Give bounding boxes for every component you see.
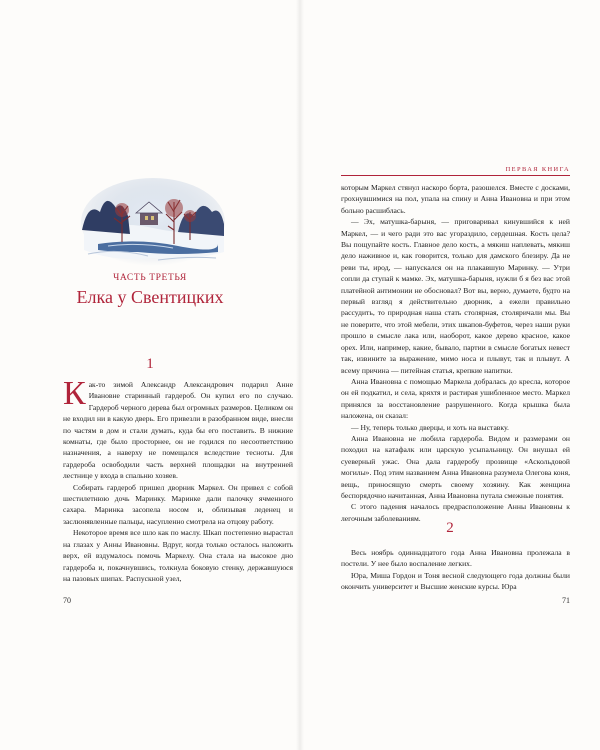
section-number-1: 1 xyxy=(146,356,154,372)
paragraph: Как-то зимой Александр Александрович подарил Анне Ивановне старинный гардероб. Он купил его по случаю. Гардероб черного дерева был огромных размеров. Целиком он не входил ни в какую дверь. Его привезли в разобранном виде, внесли по частям в дом и стали думать, куда бы его поставить. В нижние комнаты, где было просторнее, он не годился по несоответствию назначения, а наверху не помещался вследствие тесноты. Для гардероба освободили часть верхней площадки на внутренней лестнице у входа в спальню хозяев. xyxy=(63,375,293,481)
paragraph: — Ну, теперь только дверцы, и хоть на выставку. xyxy=(351,422,509,432)
paragraph: Весь ноябрь одиннадцатого года Анна Ивановна пролежала в постели. У нее было воспаление легких. xyxy=(341,548,570,569)
right-body-text-2 xyxy=(341,547,570,593)
winter-landscape-illustration xyxy=(78,172,228,267)
paragraph: которым Маркел стянул наскоро борта, разошелся. Вместе с досками, грохнувшимися на пол, упала на спину и Анна Ивановна и при этом больно расшиблась. xyxy=(341,183,570,215)
paragraph: Юра, Миша Гордон и Тоня весной следующего года должны были окончить университет и Высшие женские курсы. Юра xyxy=(341,570,570,592)
drop-cap: К xyxy=(63,375,86,412)
chapter-title: Елка у Свентицких xyxy=(76,287,224,307)
part-label: ЧАСТЬ ТРЕТЬЯ xyxy=(113,273,187,283)
paragraph: — Эх, матушка-барыня, — приговаривал кинувшийся к ней Маркел, — и чего ради это вас угораздило, сердешная. Кость цела? Вы пощупайте кость. Главное дело кость, а мякиш наплевать, мякиш дело наживное и, как говорится, только для дамского блезиру. Да не реви ты, ирод, — напускался он на плакавшую Маринку. — Утри сопли да ступай к мамке. Эх, матушка-барыня, нужли б я без вас этой платейной антимонии не обосновал? Вот вы, верно, думаете, будто на первый взгляд я действительно дворник, а ежели правильно рассудить, то природная наша стать столярная, столяричали мы. Вы не поверите, что этой мебели, этих шкапов-буфетов, через наши руки прошло в смысле лака или, наоборот, какое дерево красное, какое орех. Или, например, какие, бывало, партии в смысле богатых невест так, извините за выражение, мимо носа и плывут, так и плывут. А всему причина — питейная статья, крепкие напитки. xyxy=(341,217,570,375)
paragraph: Анна Ивановна с помощью Маркела добралась до кресла, которое он ей подкатил, и села, кряхтя и растирая ушибленное место. Маркел принялся за восстановление разрушенного. Когда крышка была наложена, он сказал: xyxy=(341,376,570,421)
paragraph: Анна Ивановна не любила гардероба. Видом и размерами он походил на катафалк или царскую усыпальницу. Он внушал ей суеверный ужас. Она дала гардеробу прозвище «Аскольдовой могилы». Под этим названием Анна Ивановна разумела Олегова коня, вещь, приносящую смерть своему хозяину. Как женщина беспорядочно начитанная, Анна Ивановна путала смежные понятия. xyxy=(341,433,570,500)
left-body-text xyxy=(63,375,293,584)
right-body-text xyxy=(341,182,570,524)
running-head-rule xyxy=(341,175,570,176)
page-number-right: 71 xyxy=(562,596,570,605)
paragraph: Некоторое время все шло как по маслу. Шкап постепенно вырастал на глазах у Анны Ивановны. Вдруг, когда только осталось наложить верх, ей вздумалось помочь Маркелу. Она стала на высокое дно гардероба и, покачнувшись, толкнула боковую стенку, державшуюся на пазовых шипах. Распускной узел, xyxy=(63,528,293,583)
page-number-left: 70 xyxy=(63,596,71,605)
paragraph: С этого падения началось предрасположение Анны Ивановны к легочным заболеваниям. xyxy=(341,502,570,523)
section-number-2: 2 xyxy=(446,520,454,536)
running-head: ПЕРВАЯ КНИГА xyxy=(505,166,570,173)
paragraph: Собирать гардероб пришел дворник Маркел. Он привел с собой шестилетнюю дочь Маринку. Маринке дали палочку ячменного сахара. Маринка засопела носом и, облизывая леденец и заслюнявленные пальцы, насупленно смотрела на отцову работу. xyxy=(63,482,293,526)
